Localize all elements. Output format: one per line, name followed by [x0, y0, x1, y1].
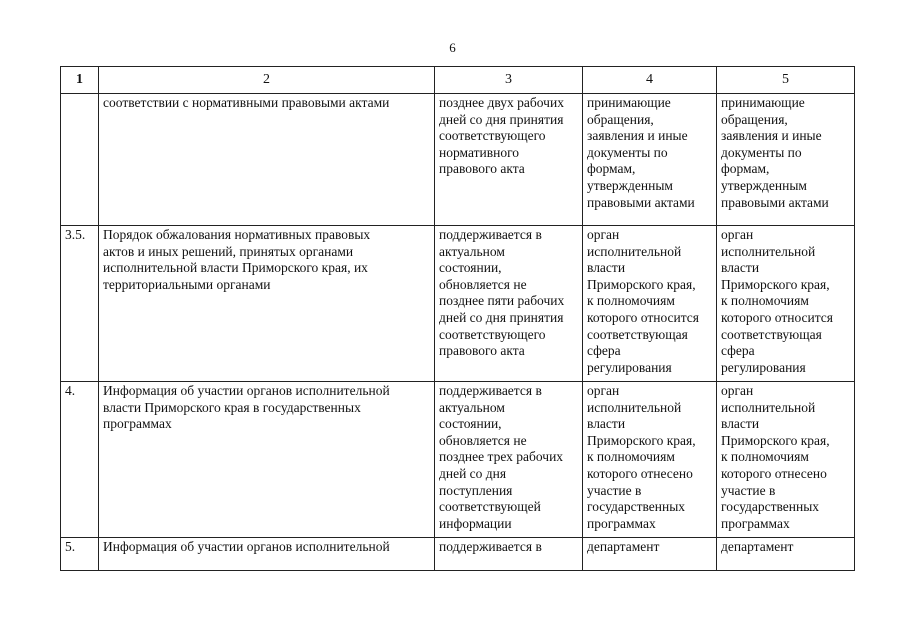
- row-title: соответствии с нормативными правовыми актами: [99, 94, 435, 226]
- row-responsible-col5: орган исполнительной власти Приморского края, к полномочиям которого относится соответствующая сфера регулирования: [717, 226, 855, 382]
- row-responsible-col5: орган исполнительной власти Приморского края, к полномочиям которого отнесено участие в государственных программах: [717, 382, 855, 538]
- header-cell: 4: [583, 67, 717, 94]
- row-title: Порядок обжалования нормативных правовых актов и иных решений, принятых органами исполнительной власти Приморского края, их территориальными органами: [99, 226, 435, 382]
- table-header-row: [61, 67, 855, 94]
- table-row: [61, 538, 855, 571]
- row-responsible-col5: принимающие обращения, заявления и иные документы по формам, утвержденным правовыми актами: [717, 94, 855, 226]
- row-responsible-col4: департамент: [583, 538, 717, 571]
- row-number: 5.: [61, 538, 99, 571]
- row-period: поддерживается в актуальном состоянии, обновляется не позднее трех рабочих дней со дня поступления соответствующей информации: [435, 382, 583, 538]
- row-title: Информация об участии органов исполнительной власти Приморского края в государственных программах: [99, 382, 435, 538]
- row-responsible-col4: орган исполнительной власти Приморского края, к полномочиям которого относится соответствующая сфера регулирования: [583, 226, 717, 382]
- page-number: 6: [449, 40, 456, 55]
- row-period: позднее двух рабочих дней со дня принятия соответствующего нормативного правового акта: [435, 94, 583, 226]
- row-responsible-col4: принимающие обращения, заявления и иные документы по формам, утвержденным правовыми актами: [583, 94, 717, 226]
- row-period: поддерживается в актуальном состоянии, обновляется не позднее пяти рабочих дней со дня принятия соответствующего правового акта: [435, 226, 583, 382]
- header-cell: 5: [717, 67, 855, 94]
- header-cell: 2: [99, 67, 435, 94]
- row-responsible-col4: орган исполнительной власти Приморского края, к полномочиям которого отнесено участие в государственных программах: [583, 382, 717, 538]
- row-number: [61, 94, 99, 226]
- row-period: поддерживается в: [435, 538, 583, 571]
- row-title: Информация об участии органов исполнительной: [99, 538, 435, 571]
- header-cell: 1: [61, 67, 99, 94]
- row-responsible-col5: департамент: [717, 538, 855, 571]
- table-row: [61, 382, 855, 538]
- table-row: [61, 94, 855, 226]
- header-cell: 3: [435, 67, 583, 94]
- table-row: [61, 226, 855, 382]
- row-number: 4.: [61, 382, 99, 538]
- row-number: 3.5.: [61, 226, 99, 382]
- document-table: [60, 66, 855, 571]
